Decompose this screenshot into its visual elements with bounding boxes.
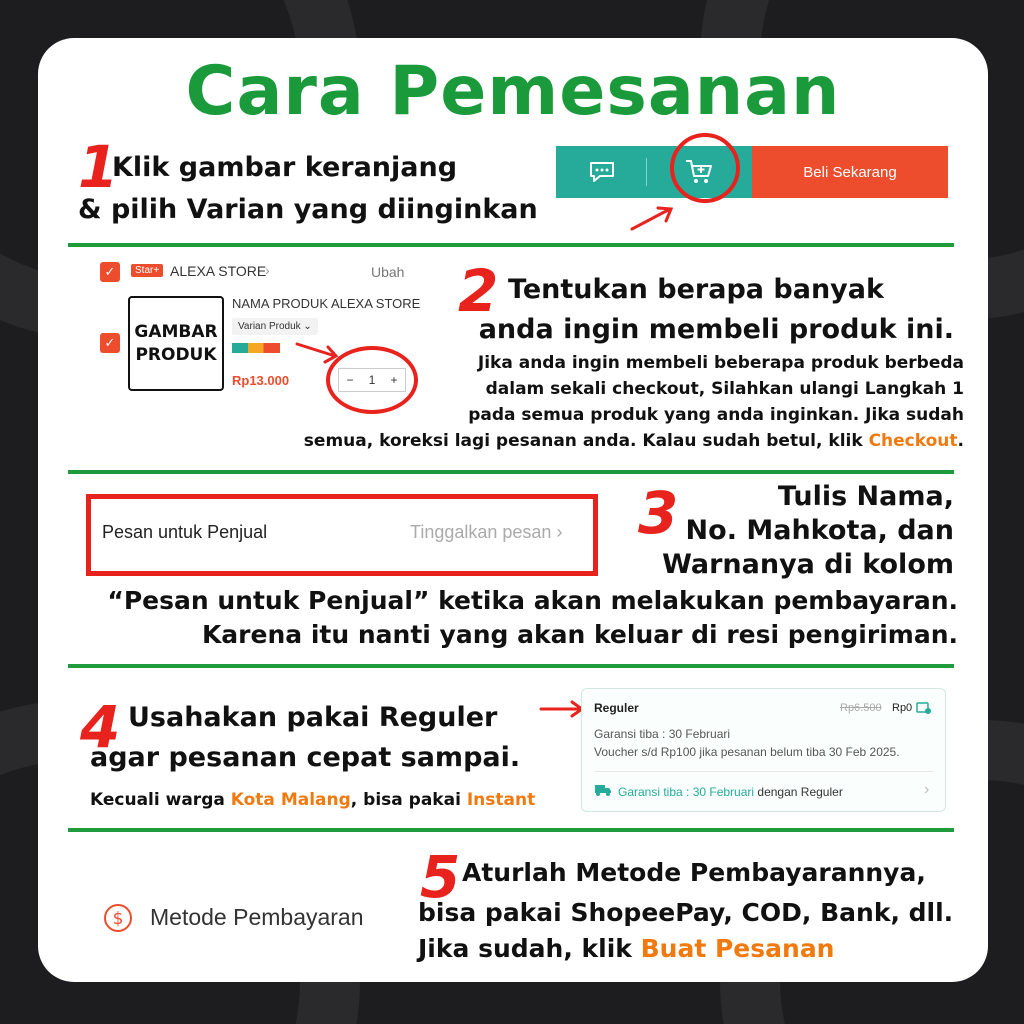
chevron-right-icon: › — [924, 781, 930, 798]
edit-link[interactable]: Ubah — [371, 264, 405, 280]
step-4-number: 4 — [80, 693, 121, 761]
shipping-badge-icon — [916, 701, 932, 715]
step-1-number: 1 — [78, 133, 119, 201]
product-price: Rp13.000 — [232, 373, 290, 388]
instant-highlight: Instant — [466, 790, 536, 810]
variant-label: Varian Produk — [238, 321, 301, 332]
buy-bar — [556, 146, 948, 198]
store-badge: Star+ — [131, 264, 163, 277]
shipping-new-price: Rp0 — [892, 702, 913, 714]
message-field-label: Pesan untuk Penjual — [102, 522, 268, 542]
quantity-minus-button[interactable]: − — [346, 373, 354, 387]
shipping-voucher: Voucher s/d Rp100 jika pesanan belum tiba 30 Feb 2025. — [594, 745, 900, 759]
step-2-body-4-text: semua, koreksi lagi pesanan anda. Kalau sudah betul, klik — [303, 431, 869, 451]
promo-badges — [232, 343, 280, 353]
image-label-2: PRODUK — [135, 344, 217, 365]
step-1-line-2: & pilih Varian yang diinginkan — [78, 194, 538, 225]
payment-method-label[interactable]: Metode Pembayaran — [150, 904, 364, 930]
store-checkbox[interactable]: ✓ — [100, 262, 120, 282]
step-5-line-1: Aturlah Metode Pembayarannya, — [462, 858, 926, 887]
shipping-footer-guarantee: Garansi tiba : 30 Februari — [618, 785, 755, 799]
divider — [68, 828, 954, 832]
step-4-note-mid: , bisa pakai — [350, 790, 467, 810]
chat-icon[interactable] — [588, 160, 616, 184]
step-4-note-text: Kecuali warga — [90, 790, 231, 810]
kota-malang-highlight: Kota Malang — [230, 790, 351, 810]
step-4-note — [90, 787, 535, 813]
image-label-1: GAMBAR — [134, 321, 218, 342]
divider — [68, 470, 954, 474]
arrow-icon — [293, 338, 343, 364]
instruction-card — [38, 38, 988, 982]
step-5-line-3 — [418, 934, 834, 964]
step-3-number: 3 — [638, 479, 679, 547]
step-2-body-2: dalam sekali checkout, Silahkan ulangi Langkah 1 — [485, 379, 964, 399]
page-title: Cara Pemesanan — [185, 52, 841, 131]
step-5-line-2: bisa pakai ShopeePay, COD, Bank, dll. — [418, 898, 954, 927]
shipping-footer-method: dengan Reguler — [754, 785, 843, 799]
shipping-footer — [618, 785, 843, 799]
checkout-highlight: Checkout — [868, 431, 958, 451]
variant-dropdown[interactable] — [232, 318, 318, 335]
chevron-right-icon: › — [265, 262, 270, 278]
product-image — [128, 296, 224, 391]
place-order-highlight: Buat Pesanan — [640, 934, 835, 963]
buy-now-button[interactable]: Beli Sekarang — [752, 146, 948, 198]
message-placeholder: Tinggalkan pesan — [410, 522, 552, 542]
highlight-circle — [670, 133, 740, 203]
arrow-icon — [628, 203, 678, 233]
step-2-body-1: Jika anda ingin membeli beberapa produk berbeda — [477, 353, 964, 373]
divider — [68, 243, 954, 247]
divider — [68, 664, 954, 668]
step-4-line-2: agar pesanan cepat sampai. — [90, 742, 521, 773]
product-checkbox[interactable]: ✓ — [100, 333, 120, 353]
shipping-title: Reguler — [594, 701, 639, 715]
step-5-number: 5 — [420, 843, 461, 911]
card-separator — [594, 771, 934, 772]
separator — [646, 158, 647, 186]
shipping-guarantee: Garansi tiba : 30 Februari — [594, 727, 731, 741]
step-3-line-4: “Pesan untuk Penjual” ketika akan melakukan pembayaran. — [107, 586, 958, 615]
shipping-old-price: Rp6.500 — [840, 702, 882, 714]
step-5-line-3-text: Jika sudah, klik — [418, 934, 641, 963]
shipping-option-card[interactable] — [581, 688, 946, 812]
message-field-input[interactable] — [410, 522, 562, 543]
step-2-heading-1: Tentukan berapa banyak — [508, 274, 884, 305]
step-2-body-3: pada semua produk yang anda inginkan. Jika sudah — [468, 405, 964, 425]
step-3-line-5: Karena itu nanti yang akan keluar di resi pengiriman. — [201, 620, 958, 649]
step-3-line-2: No. Mahkota, dan — [685, 515, 954, 546]
step-2-heading-2: anda ingin membeli produk ini. — [478, 314, 954, 345]
step-2-body-4-end: . — [957, 431, 964, 451]
delivery-truck-icon — [594, 783, 612, 797]
step-4-line-1: Usahakan pakai Reguler — [128, 702, 498, 733]
quantity-plus-button[interactable]: + — [390, 373, 398, 387]
step-3-line-3: Warnanya di kolom — [662, 549, 954, 580]
store-name[interactable]: ALEXA STORE — [170, 263, 267, 279]
step-2-number: 2 — [458, 257, 499, 325]
product-name: NAMA PRODUK ALEXA STORE — [232, 296, 421, 311]
svg-text:$: $ — [112, 909, 124, 929]
step-1-line-1: Klik gambar keranjang — [112, 152, 458, 183]
quantity-value[interactable]: 1 — [368, 373, 376, 387]
dollar-circle-icon — [102, 902, 134, 934]
chevron-down-icon: ⌄ — [303, 321, 312, 332]
step-2-body-4 — [304, 428, 964, 454]
step-3-line-1: Tulis Nama, — [777, 481, 954, 512]
chevron-right-icon: › — [556, 522, 563, 542]
